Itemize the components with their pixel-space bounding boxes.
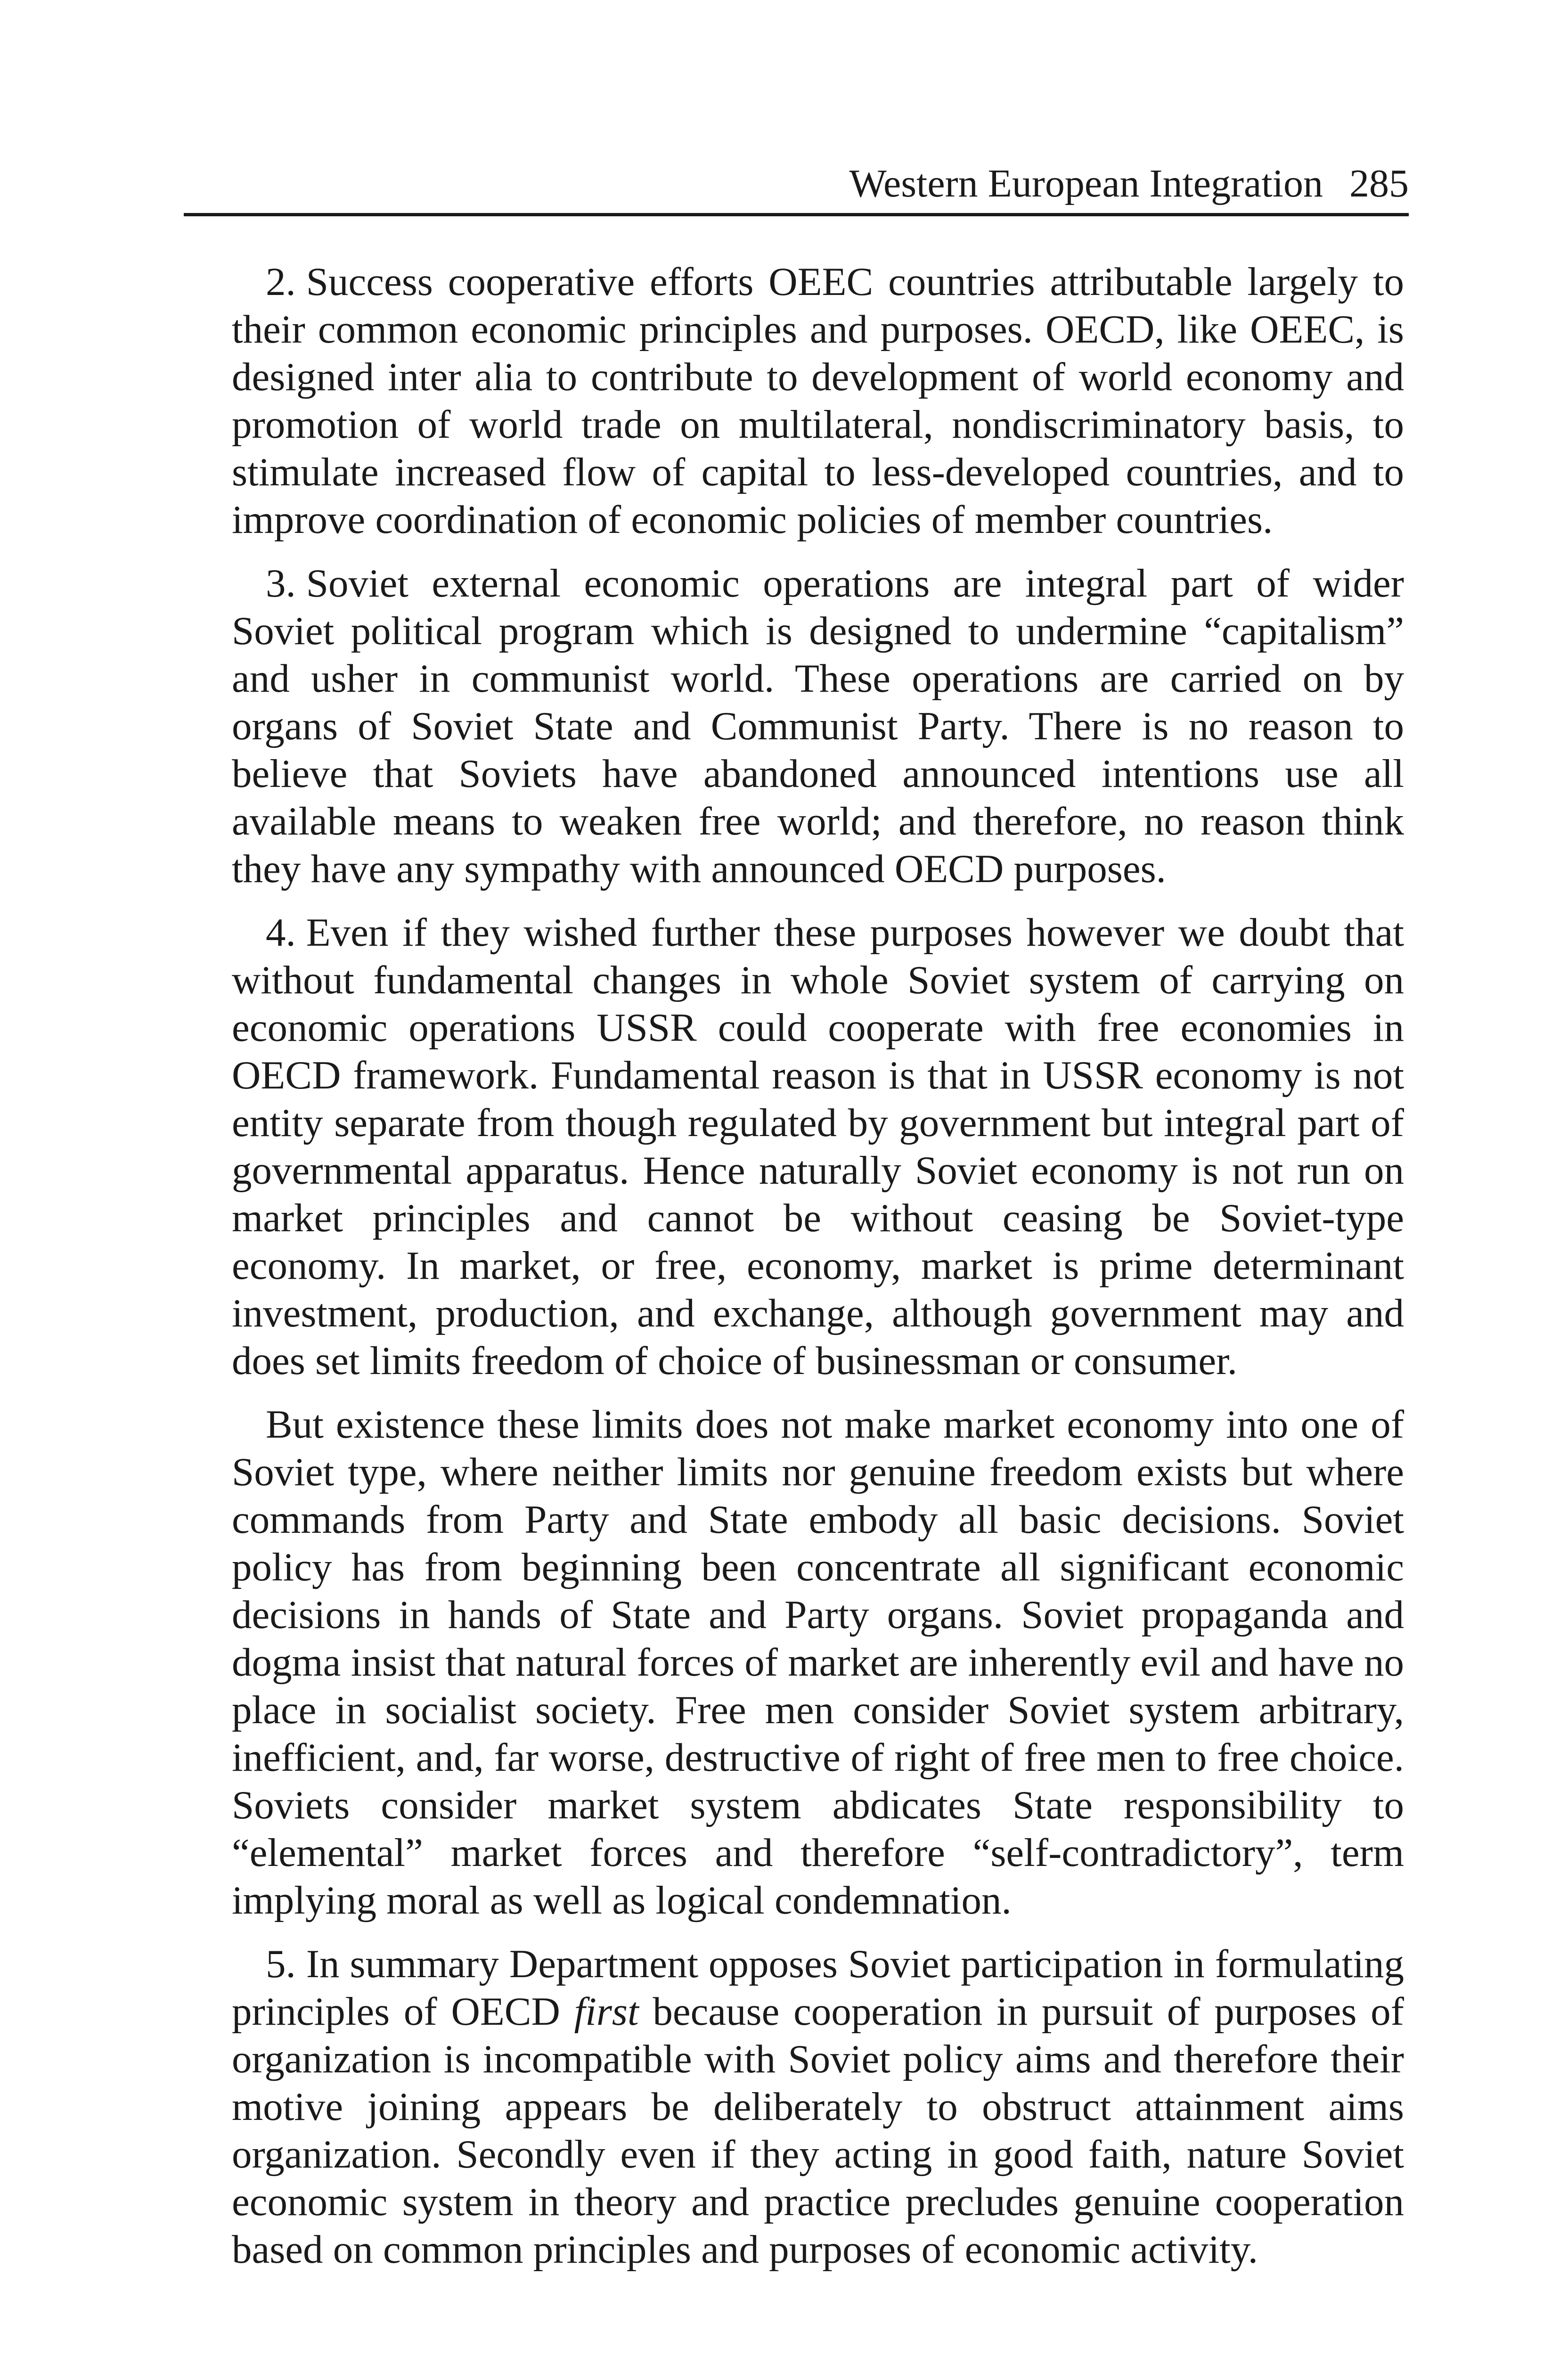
header-rule <box>184 213 1409 216</box>
paragraph-text: But existence these limits does not make market economy into one of Soviet type, where neither limits nor genuine freedom exists but where commands from Party and State embody all basic decisions. Soviet policy has from beginning been concentrate all significant economic decisions in hands of State and Party organs. Soviet propaganda and dogma insist that natural forces of market are inherently evil and have no place in socialist society. Free men consider Soviet system arbitrary, inefficient, and, far worse, destructive of right of free men to free choice. Soviets consider market system abdicates State responsibility to “elemental” market forces and therefore “self-contradictory”, term implying moral as well as logical condemnation. <box>232 1402 1404 1922</box>
paragraph-5 <box>232 1940 1404 2274</box>
paragraph-emphasis: first <box>574 1989 639 2034</box>
paragraph-2 <box>232 258 1404 544</box>
running-header-text <box>849 158 1409 210</box>
page-number: 285 <box>1349 162 1409 205</box>
paragraph-4 <box>232 909 1404 1385</box>
paragraph-text-before: In summary Department opposes Soviet participation in formulating principles of OECD <box>232 1942 1404 2034</box>
paragraph-number: 2. <box>266 260 296 304</box>
paragraph-text: Even if they wished further these purposes however we doubt that without fundamental changes in whole Soviet system of carrying on economic operations USSR could cooperate with free economies in OECD framework. Fundamental reason is that in USSR economy is not entity separate from though regulated by government but integral part of governmental apparatus. Hence naturally Soviet economy is not run on market principles and cannot be without ceasing be Soviet-type economy. In market, or free, economy, market is prime determinant investment, production, and exchange, although government may and does set limits freedom of choice of businessman or consumer. <box>232 910 1404 1383</box>
paragraph-text: Success cooperative efforts OEEC countries attributable largely to their common economic principles and purposes. OECD, like OEEC, is designed inter alia to contribute to development of world economy and promotion of world trade on multilateral, nondiscriminatory basis, to stimulate increased flow of capital to less-developed countries, and to improve coordination of economic policies of member countries. <box>232 260 1404 542</box>
paragraph-4-continued <box>232 1401 1404 1924</box>
paragraph-text: Soviet external economic operations are integral part of wider Soviet political program which is designed to undermine “capitalism” and usher in communist world. These operations are carried on by organs of Soviet State and Communist Party. There is no reason to believe that Soviets have abandoned announced intentions use all available means to weaken free world; and therefore, no reason think they have any sympathy with announced OECD purposes. <box>232 561 1404 891</box>
paragraph-3 <box>232 560 1404 893</box>
paragraph-number: 4. <box>266 910 296 955</box>
paragraph-text-after: because cooperation in pursuit of purposes of organization is incompatible with Soviet policy aims and therefore their motive joining appears be deliberately to obstruct attainment aims organization. Secondly even if they acting in good faith, nature Soviet economic system in theory and practice precludes genuine cooperation based on common principles and purposes of economic activity. <box>232 1989 1404 2272</box>
body-text <box>232 258 1404 2290</box>
running-title: Western European Integration <box>849 162 1323 205</box>
paragraph-number: 3. <box>266 561 296 605</box>
running-header <box>184 158 1409 210</box>
paragraph-number: 5. <box>266 1942 296 1986</box>
